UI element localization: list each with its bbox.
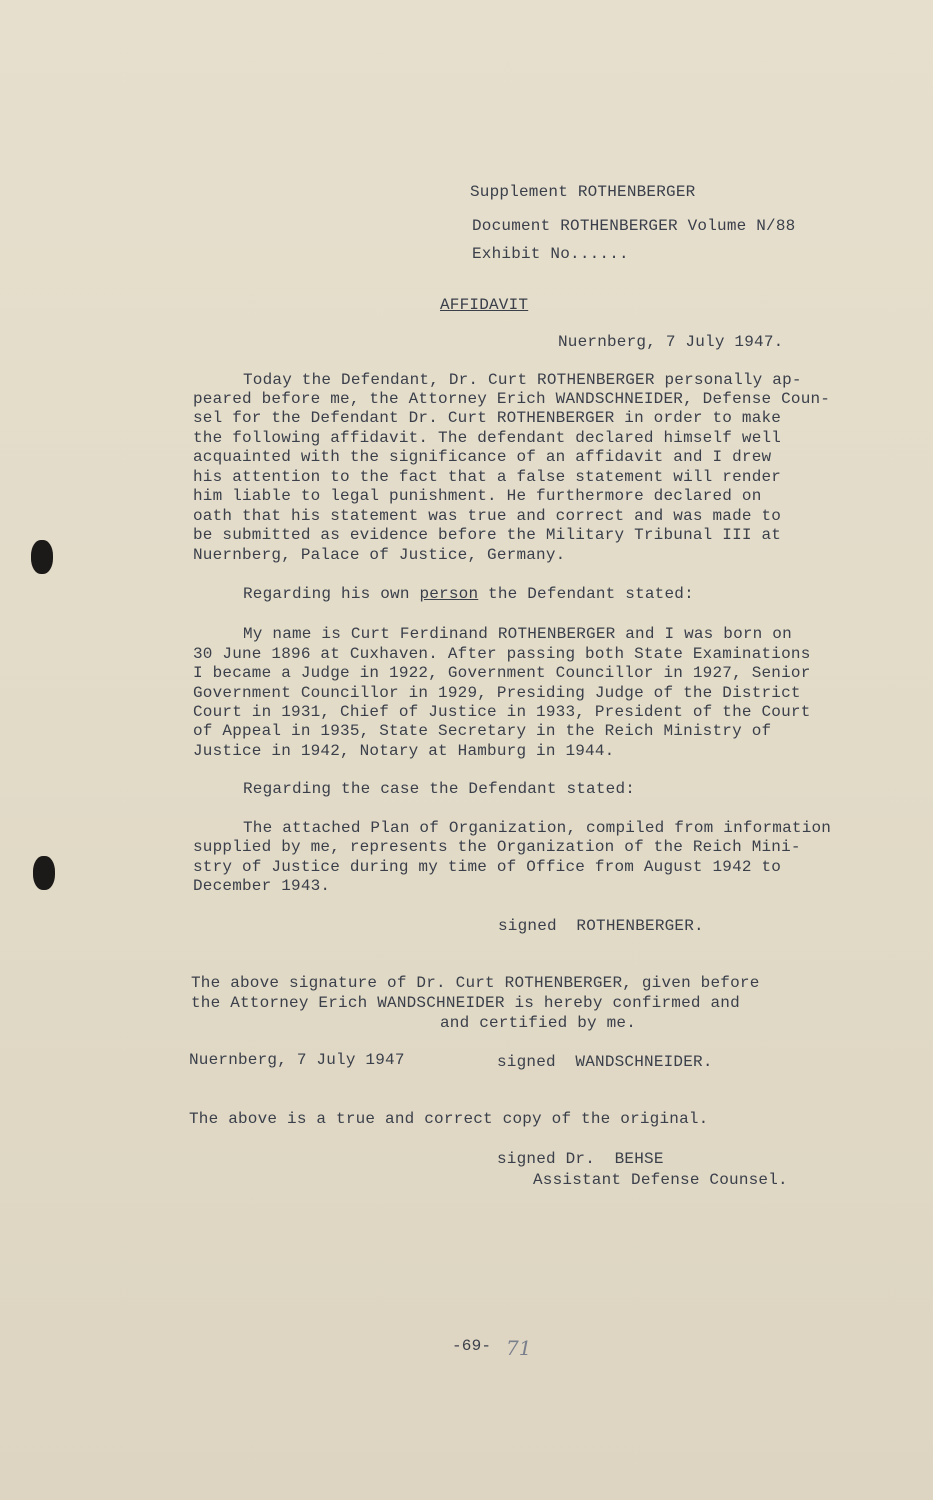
- person-line: Government Councillor in 1929, Presiding Judge of the District: [193, 684, 801, 702]
- place-date: Nuernberg, 7 July 1947.: [558, 333, 784, 351]
- punch-hole-top: [31, 540, 53, 574]
- intro-line: his attention to the fact that a false statement will render: [193, 468, 782, 486]
- case-heading: Regarding the case the Defendant stated:: [243, 780, 636, 798]
- signature-behse-role: Assistant Defense Counsel.: [533, 1171, 788, 1189]
- person-heading: [243, 585, 694, 603]
- person-line: of Appeal in 1935, State Secretary in the Reich Ministry of: [193, 722, 772, 740]
- person-line: I became a Judge in 1922, Government Councillor in 1927, Senior: [193, 664, 811, 682]
- person-line: My name is Curt Ferdinand ROTHENBERGER and I was born on: [243, 625, 792, 643]
- person-heading-start: Regarding his own: [243, 585, 420, 603]
- intro-line: acquainted with the significance of an affidavit and I drew: [193, 448, 772, 466]
- confirm-line: and certified by me.: [440, 1014, 637, 1032]
- intro-line: sel for the Defendant Dr. Curt ROTHENBERGER in order to make: [193, 409, 782, 427]
- intro-line: peared before me, the Attorney Erich WANDSCHNEIDER, Defense Coun-: [193, 390, 831, 408]
- intro-line: Nuernberg, Palace of Justice, Germany.: [193, 546, 566, 564]
- case-line: December 1943.: [193, 877, 331, 895]
- document-line: Document ROTHENBERGER Volume N/88: [472, 217, 796, 235]
- person-line: 30 June 1896 at Cuxhaven. After passing both State Examinations: [193, 645, 811, 663]
- confirm-line: The above signature of Dr. Curt ROTHENBERGER, given before: [191, 974, 760, 992]
- intro-line: Today the Defendant, Dr. Curt ROTHENBERGER personally ap-: [243, 371, 802, 389]
- signature-rothenberger: signed ROTHENBERGER.: [498, 917, 704, 935]
- handwritten-page-number: 71: [506, 1336, 532, 1360]
- copy-note: The above is a true and correct copy of the original.: [189, 1110, 709, 1128]
- bottom-place-date: Nuernberg, 7 July 1947: [189, 1051, 405, 1069]
- person-heading-underlined: person: [419, 585, 479, 603]
- person-line: Court in 1931, Chief of Justice in 1933, President of the Court: [193, 703, 811, 721]
- intro-line: the following affidavit. The defendant declared himself well: [193, 429, 782, 447]
- signature-behse: signed Dr. BEHSE: [497, 1150, 664, 1168]
- intro-line: him liable to legal punishment. He furthermore declared on: [193, 487, 762, 505]
- affidavit-title: AFFIDAVIT: [440, 296, 529, 314]
- intro-line: oath that his statement was true and correct and was made to: [193, 507, 782, 525]
- case-line: stry of Justice during my time of Office from August 1942 to: [193, 858, 782, 876]
- confirm-line: the Attorney Erich WANDSCHNEIDER is hereby confirmed and: [191, 994, 740, 1012]
- intro-line: be submitted as evidence before the Military Tribunal III at: [193, 526, 782, 544]
- page-number: -69-: [452, 1337, 492, 1355]
- case-line: The attached Plan of Organization, compiled from information: [243, 819, 832, 837]
- case-line: supplied by me, represents the Organization of the Reich Mini-: [193, 838, 801, 856]
- person-line: Justice in 1942, Notary at Hamburg in 1944.: [193, 742, 615, 760]
- supplement-line: Supplement ROTHENBERGER: [470, 183, 696, 201]
- punch-hole-bottom: [33, 856, 55, 890]
- person-heading-end: the Defendant stated:: [478, 585, 694, 603]
- exhibit-line: Exhibit No......: [472, 245, 629, 263]
- signature-wandschneider: signed WANDSCHNEIDER.: [497, 1053, 713, 1071]
